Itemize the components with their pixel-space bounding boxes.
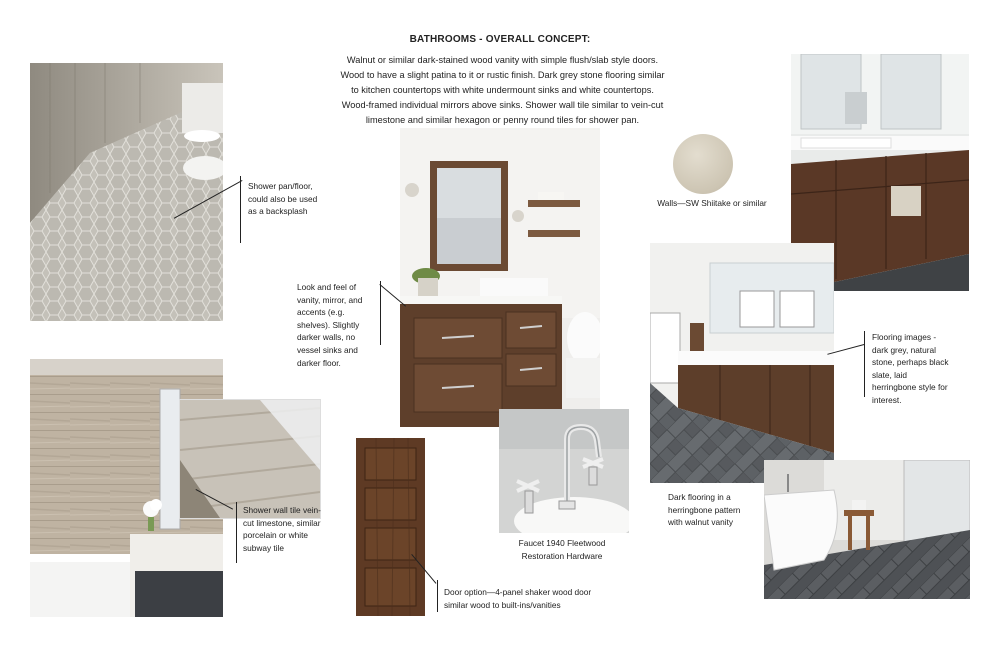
walls-color-caption: Walls—SW Shiitake or similar bbox=[657, 198, 767, 208]
herringbone-floor-photo bbox=[650, 243, 834, 483]
caption-bar bbox=[240, 176, 241, 243]
bathtub-photo bbox=[764, 460, 970, 599]
caption-bar bbox=[437, 580, 438, 612]
shaker-door-photo bbox=[356, 438, 425, 616]
page-title: BATHROOMS - OVERALL CONCEPT: bbox=[409, 34, 591, 45]
intro-paragraph: Walnut or similar dark-stained wood vanity with simple flush/slab style doors. Wood to have a slight patina to it or rustic finish. Dark grey stone flooring similar to kitchen countertops with white undermount sinks and white countertops. Wood-framed individual mirrors above sinks. Shower wall tile similar to vein-cut limestone and similar hexagon or penny round tiles for shower pan. bbox=[340, 55, 665, 125]
vanity-caption: Look and feel of vanity, mirror, and accents (e.g. shelves). Slightly darker walls, no vessel sinks and darker floor. bbox=[297, 282, 363, 368]
door-caption: Door option—4-panel shaker wood door similar wood to built-ins/vanities bbox=[444, 587, 592, 610]
shower-wall-caption: Shower wall tile vein-cut limestone, similar porcelain or white subway tile bbox=[243, 505, 321, 553]
shiitake-swatch bbox=[673, 134, 733, 194]
caption-bar bbox=[380, 281, 381, 345]
dark-flooring-caption: Dark flooring in a herringbone pattern with walnut vanity bbox=[668, 492, 741, 528]
faucet-caption: Faucet 1940 Fleetwood Restoration Hardware bbox=[518, 538, 606, 561]
limestone-inset-photo bbox=[179, 399, 321, 519]
hexagon-tile-photo bbox=[30, 63, 223, 321]
caption-bar bbox=[864, 331, 865, 397]
faucet-photo bbox=[499, 409, 629, 533]
vanity-photo bbox=[400, 128, 600, 427]
caption-bar bbox=[236, 502, 237, 563]
shower-pan-caption: Shower pan/floor, could also be used as a backsplash bbox=[248, 181, 318, 217]
flooring-caption: Flooring images - dark grey, natural stone, perhaps black slate, laid herringbone style for interest. bbox=[872, 332, 949, 405]
